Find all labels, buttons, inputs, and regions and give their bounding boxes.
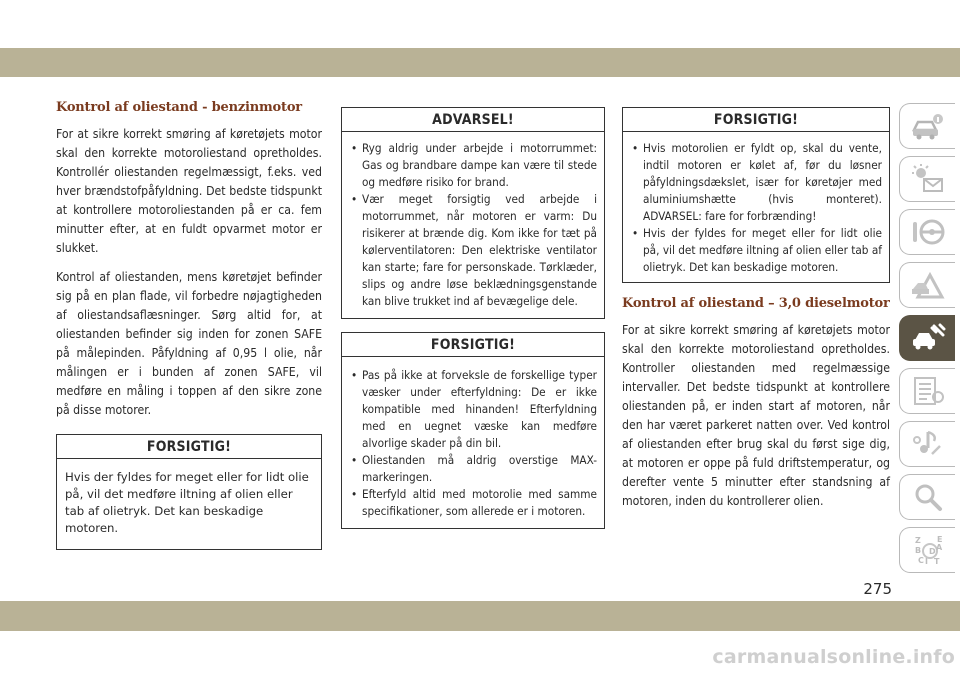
list-item: • Hvis motorolien er fyldt op, skal du vente, indtil motoren er kølet af, før du løsner påfyldningsdækslet, især for køretøjer med aluminiumshætte (hvis monteret). ADVARSEL: fare for forbrænding! (632, 140, 882, 225)
index-letter: Z (914, 536, 921, 545)
caution-list (351, 367, 597, 520)
car-info-icon (910, 110, 946, 142)
tab-steering[interactable] (899, 209, 955, 255)
list-item: • Oliestanden må aldrig overstige MAX-markeringen. (351, 452, 597, 486)
top-band (0, 48, 960, 77)
index-letter: A (935, 543, 942, 552)
column-right (622, 107, 890, 521)
warning-list (351, 140, 597, 310)
section-heading-petrol: Kontrol af oliestand - benzinmotor (56, 100, 302, 115)
tab-specifications[interactable] (899, 368, 955, 414)
index-letter: D (928, 547, 936, 556)
chapter-tabs (899, 103, 960, 580)
list-item: • Efterfyld altid med motorolie med samme specifikationer, som allerede er i motoren. (351, 486, 597, 520)
multimedia-icon (910, 428, 946, 460)
index-letter: C (917, 556, 924, 565)
tab-warning-lights[interactable] (899, 156, 955, 202)
search-magnifier-icon (910, 481, 946, 513)
paragraph: Kontrol af oliestanden, mens køretøjet befinder sig på en plan flade, vil forbedre nøjagtigheden af oliestandsaflæsninger. Sørg altid for, at oliestanden befinder sig inden for zonen SAFE på målepinden. Påfyldning af 0,95 l olie, når målingen er i bunden af zonen SAFE, vil medføre en måling i toppen af den sikre zone på disse motorer. (56, 270, 322, 417)
tab-service-maintenance[interactable] (899, 315, 955, 361)
caution-text: Hvis der fyldes for meget eller for lidt olie på, vil det medføre iltning af olien eller tab af olietryk. Det kan beskadige motoren. (65, 470, 309, 535)
tab-index-search[interactable] (899, 474, 955, 520)
spec-list-icon (910, 375, 946, 407)
index-letter: E (936, 535, 942, 544)
index-letter: I (924, 557, 928, 566)
list-item: • Hvis der fyldes for meget eller for lidt olie på, vil det medføre iltning af olien eller tab af olietryk. Det kan beskadige motoren. (632, 225, 882, 276)
caution-title: FORSIGTIG! (623, 108, 889, 132)
tab-multimedia[interactable] (899, 421, 955, 467)
caution-box (622, 107, 890, 283)
section-heading-diesel: Kontrol af oliestand – 3,0 dieselmotor (622, 296, 890, 311)
page-number: 275 (863, 580, 892, 598)
list-item: • Vær meget forsigtig ved arbejde i motorrummet, når motoren er varm: Du risikerer at brænde dig. Kom ikke for tæt på kølerventilatoren: Den elektriske ventilator kan starte; fare for personskade. Tørklæder, slips og andre løse beklædningsgenstande kan blive trukket ind af bevægelige dele. (351, 191, 597, 310)
emergency-triangle-icon (910, 269, 946, 301)
column-middle (341, 107, 605, 529)
warning-lights-icon (910, 163, 946, 195)
list-item: • Pas på ikke at forveksle de forskellige typer væsker under efterfyldning: De er ikke kompatible med hinanden! Efterfyldning med en uegnet væske kan medføre alvorlige skader på din bil. (351, 367, 597, 452)
caution-title: FORSIGTIG! (57, 435, 321, 459)
caution-list (632, 140, 882, 276)
index-letter: B (914, 546, 921, 555)
index-letter: T (933, 557, 939, 566)
tab-car-info[interactable] (899, 103, 955, 149)
car-wrench-icon (910, 322, 946, 354)
caution-box (56, 434, 322, 550)
caution-title: FORSIGTIG! (342, 333, 604, 357)
steering-wheel-icon (910, 216, 946, 248)
caution-box (341, 332, 605, 529)
tab-emergency[interactable] (899, 262, 955, 308)
warning-title: ADVARSEL! (342, 108, 604, 132)
bottom-band (0, 601, 960, 631)
list-item: • Ryg aldrig under arbejde i motorrummet: Gas og brandbare dampe kan være til stede og medføre risiko for brand. (351, 140, 597, 191)
watermark-text: carmanualsonline.info (712, 646, 955, 668)
paragraph: For at sikre korrekt smøring af køretøjets motor skal den korrekte motoroliestand opretholdes. Kontrollér oliestanden regelmæssigt, f.eks. ved hver brændstofpåfyldning. Det bedste tidspunkt at kontrollere motoroliestanden på er ca. fem minutter efter, at en fuldt opvarmet motor er slukket. (56, 127, 322, 255)
column-left (56, 100, 322, 550)
warning-box (341, 107, 605, 319)
paragraph: For at sikre korrekt smøring af køretøjets motor skal den korrekte motoroliestand opretholdes. Kontroller oliestanden med regelmæssige intervaller. Det bedste tidspunkt at kontrollere oliestanden på, er inden start af motoren, når den har været parkeret natten over. Ved kontrol af oliestanden efter brug skal du først sige dig, at motoren er oppe på fuld driftstemperatur, og derefter vente 5 minutter efter standsning af motoren, inden du kontrollerer olien. (622, 323, 890, 508)
tab-alphabetical-index[interactable] (899, 527, 955, 573)
alphabet-index-icon (910, 534, 946, 566)
